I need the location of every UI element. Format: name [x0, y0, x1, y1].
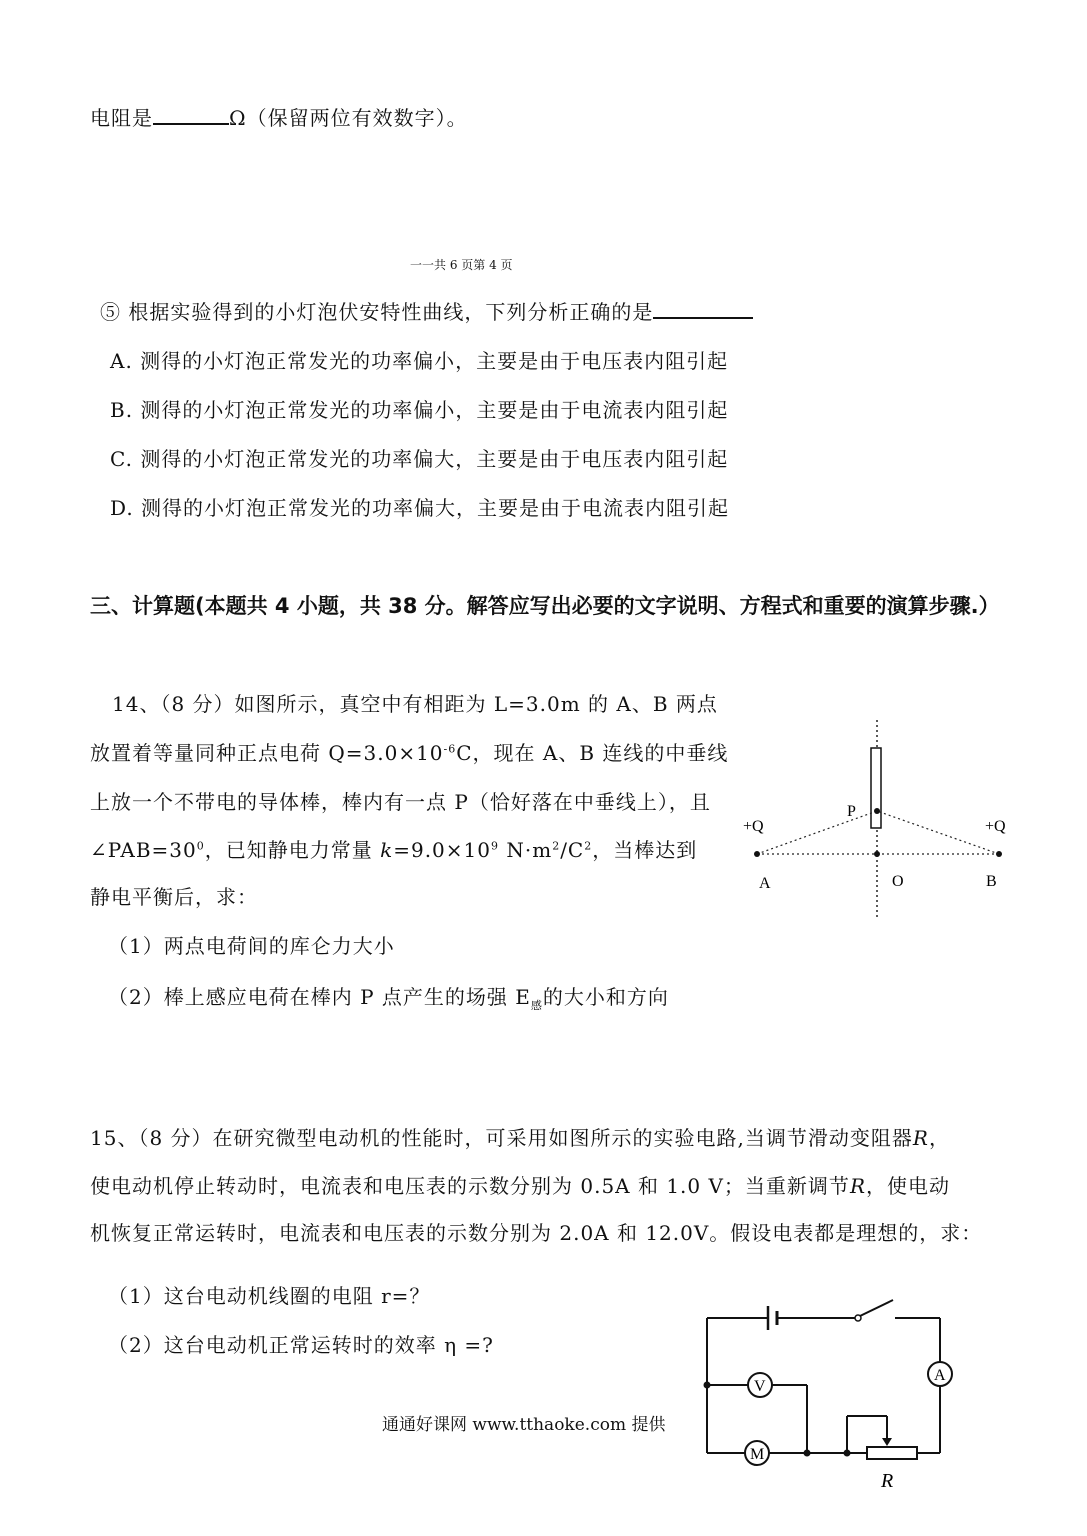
q14-line2-b: C，现在 A、B 连线的中垂线 — [456, 741, 729, 765]
point-p — [874, 808, 880, 814]
q14-exponent: -6 — [443, 742, 457, 756]
resistance-prefix: 电阻是 — [90, 106, 153, 130]
q14-line4 — [90, 834, 697, 863]
motor-label: M — [750, 1446, 765, 1463]
unit-nm: N·m — [499, 838, 553, 862]
q15-sub2: （2）这台电动机正常运转时的效率 η =? — [108, 1333, 494, 1357]
footer-source: 通通好课网 www.tthaoke.com 提供 — [382, 1415, 666, 1435]
resistance-answer-line — [90, 102, 468, 131]
q14-line1: 14、（8 分）如图所示，真空中有相距为 L=3.0m 的 A、B 两点 — [112, 692, 718, 716]
e-subscript: 感 — [530, 999, 543, 1012]
var-r: R — [849, 1174, 866, 1198]
slider-arrow-icon — [882, 1438, 892, 1446]
q5-option-d — [110, 492, 729, 521]
point-a — [754, 851, 760, 857]
q14-sub2 — [108, 981, 669, 1013]
q14-line2-a: 放置着等量同种正点电荷 Q=3.0×10 — [90, 741, 444, 765]
q5-stem — [100, 296, 753, 325]
q14-line3: 上放一个不带电的导体棒，棒内有一点 P（恰好落在中垂线上），且 — [90, 790, 711, 814]
q14-sub2-a: （2）棒上感应电荷在棒内 P 点产生的场强 E — [108, 985, 531, 1009]
q5-answer-blank[interactable] — [653, 316, 753, 319]
rheostat — [867, 1447, 917, 1459]
q15-line1-a: 15、（8 分）在研究微型电动机的性能时，可采用如图所示的实验电路,当调节滑动变阻器 — [90, 1126, 913, 1150]
page-marker: 一一共 6 页第 4 页 — [410, 258, 513, 272]
option-letter: C. — [110, 447, 133, 471]
q14-line4-f: ，当棒达到 — [592, 838, 698, 862]
label-b: B — [986, 873, 997, 890]
charges-diagram — [735, 715, 1035, 925]
option-text: 测得的小灯泡正常发光的功率偏小，主要是由于电流表内阻引起 — [140, 398, 729, 422]
sq-2: 2 — [584, 839, 593, 853]
option-text: 测得的小灯泡正常发光的功率偏大，主要是由于电流表内阻引起 — [141, 496, 730, 520]
conductor-rod — [871, 748, 881, 828]
exp-9: 9 — [491, 839, 499, 853]
option-letter: A. — [110, 349, 133, 373]
pa-line — [757, 811, 877, 854]
label-a: A — [759, 875, 771, 892]
label-plusq-left: +Q — [743, 818, 764, 835]
circuit-diagram — [695, 1290, 970, 1530]
q5-option-b — [110, 394, 728, 423]
resistance-suffix: Ω（保留两位有效数字）。 — [229, 106, 468, 130]
option-text: 测得的小灯泡正常发光的功率偏小，主要是由于电压表内阻引起 — [140, 349, 729, 373]
rheostat-label: R — [881, 1470, 894, 1492]
q5-stem-text: 根据实验得到的小灯泡伏安特性曲线，下列分析正确的是 — [128, 300, 654, 324]
var-r: R — [912, 1126, 929, 1150]
q14-line5: 静电平衡后，求： — [90, 885, 258, 909]
label-o: O — [892, 873, 904, 890]
sq-1: 2 — [552, 839, 561, 853]
option-letter: D. — [110, 496, 134, 520]
q14-sub2-b: 的大小和方向 — [542, 985, 669, 1009]
option-text: 测得的小灯泡正常发光的功率偏大，主要是由于电压表内阻引起 — [140, 447, 729, 471]
q14-sub1: （1）两点电荷间的库仑力大小 — [108, 934, 395, 958]
voltmeter-label: V — [754, 1378, 766, 1395]
point-o — [874, 851, 880, 857]
q15-line2-b: ，使电动 — [866, 1174, 950, 1198]
q15-line2-a: 使电动机停止转动时，电流表和电压表的示数分别为 0.5A 和 1.0 V；当重新调节 — [90, 1174, 850, 1198]
node-bottom-1 — [804, 1450, 811, 1457]
label-plusq-right: +Q — [985, 818, 1006, 835]
switch-lever — [860, 1300, 893, 1316]
q15-line1 — [90, 1122, 950, 1151]
q5-option-c — [110, 443, 728, 472]
q15-line3: 机恢复正常运转时，电流表和电压表的示数分别为 2.0A 和 12.0V。假设电表都是理想的，求： — [90, 1221, 983, 1245]
degree-sup: 0 — [196, 839, 205, 853]
answer-blank[interactable] — [153, 122, 229, 125]
q5-option-a — [110, 345, 728, 374]
unit-c: /C — [560, 838, 585, 862]
point-b — [996, 851, 1002, 857]
q15-sub1: （1）这台电动机线圈的电阻 r=？ — [108, 1284, 431, 1308]
q14-line4-c: =9.0×10 — [393, 838, 491, 862]
constant-k: k — [380, 838, 394, 862]
q14-line4-b: ，已知静电力常量 — [204, 838, 381, 862]
q14-line2 — [90, 737, 728, 766]
ammeter-label: A — [934, 1367, 946, 1384]
q14-angle: ∠PAB=30 — [90, 838, 197, 862]
circle-number: ⑤ — [100, 300, 121, 324]
option-letter: B. — [110, 398, 134, 422]
section-heading: 三、计算题(本题共 4 小题，共 38 分。解答应写出必要的文字说明、方程式和重要的演算步骤.） — [90, 594, 1000, 618]
q15-line1-b: ， — [928, 1126, 950, 1150]
pb-line — [877, 811, 999, 854]
q15-line2 — [90, 1170, 950, 1199]
label-p: P — [847, 803, 856, 820]
